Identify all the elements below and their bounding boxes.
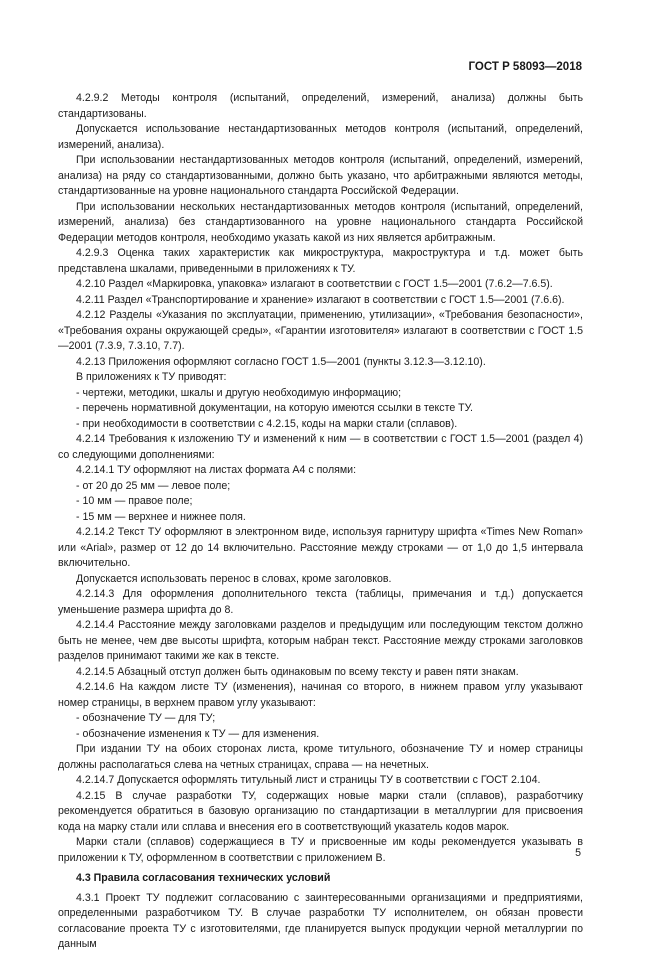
paragraph: - 10 мм — правое поле;	[76, 495, 193, 507]
paragraph: 4.2.9.2 Методы контроля (испытаний, определений, измерений, анализа) должны быть стандартизованы.	[58, 92, 583, 120]
paragraph: 4.2.14.4 Расстояние между заголовками разделов и предыдущим или последующим текстом должно быть не менее, чем две высоты шрифта, которым набран текст. Расстояние между строками заголовков разделов принимают такими же как в тексте.	[58, 619, 583, 662]
paragraph: 4.2.13 Приложения оформляют согласно ГОСТ 1.5—2001 (пункты 3.12.3—3.12.10).	[76, 355, 486, 368]
paragraph: 4.2.14.7 Допускается оформлять титульный лист и страницы ТУ в соответствии с ГОСТ 2.104.	[76, 774, 541, 786]
paragraph: 4.2.11 Раздел «Транспортирование и хранение» излагают в соответствии с ГОСТ 1.5—2001 (7.6.6).	[76, 293, 565, 306]
paragraph: При издании ТУ на обоих сторонах листа, кроме титульного, обозначение ТУ и номер страницы должны располагаться слева на четных страницах, справа — на нечетных.	[58, 743, 583, 771]
paragraph: - обозначение ТУ — для ТУ;	[76, 712, 216, 724]
paragraph: 4.2.9.3 Оценка таких характеристик как микроструктура, макроструктура и т.д. может быть представлена шкалами, приведенными в приложениях к ТУ.	[58, 247, 583, 275]
paragraph: 4.2.14.1 ТУ оформляют на листах формата А4 с полями:	[76, 464, 357, 476]
paragraph: - чертежи, методики, шкалы и другую необходимую информацию;	[76, 386, 402, 399]
paragraph: 4.2.15 В случае разработки ТУ, содержащих новые марки стали (сплавов), разработчику рекомендуется обратиться в базовую организацию по стандартизации в металлургии для присвоения кода на марку стали или сплава и внесения его в соответствующий указатель кодов марок.	[58, 789, 583, 833]
paragraph: - при необходимости в соответствии с 4.2.15, коды на марки стали (сплавов).	[76, 417, 458, 430]
paragraph: Марки стали (сплавов) содержащиеся в ТУ и присвоенные им коды рекомендуется указывать в приложении к ТУ, оформленном в соответствии с приложением В.	[58, 836, 583, 864]
paragraph: 4.2.14.3 Для оформления дополнительного текста (таблицы, примечания и т.д.) допускается уменьшение размера шрифта до 8.	[58, 588, 583, 616]
paragraph: Допускается использовать перенос в словах, кроме заголовков.	[76, 572, 392, 585]
section-heading: 4.3 Правила согласования технических условий	[76, 872, 331, 884]
paragraph: 4.2.14 Требования к изложению ТУ и изменений к ним — в соответствии с ГОСТ 1.5—2001 (раздел 4) со следующими дополнениями:	[58, 433, 583, 461]
paragraph: - от 20 до 25 мм — левое поле;	[76, 479, 231, 492]
paragraph: 4.2.12 Разделы «Указания по эксплуатации, применению, утилизации», «Требования безопасности», «Требования охраны окружающей среды», «Гарантии изготовителя» излагают в соответствии с ГОСТ 1.5—2001 (7.3.9, 7.3.10, 7.7).	[58, 309, 583, 352]
section-paragraph-list	[58, 891, 583, 953]
paragraph: 4.2.10 Раздел «Маркировка, упаковка» излагают в соответствии с ГОСТ 1.5—2001 (7.6.2—7.6.5).	[76, 278, 553, 290]
document-body	[58, 91, 583, 953]
paragraph-list	[58, 91, 583, 866]
paragraph: При использовании нестандартизованных методов контроля (испытаний, определений, измерений, анализа) на ряду со стандартизованными, должно быть указано, что арбитражными являются методы, стандартизованные на уровне национального стандарта Российской Федерации.	[58, 154, 583, 197]
paragraph: - обозначение изменения к ТУ — для изменения.	[76, 727, 320, 740]
paragraph: 4.2.14.5 Абзацный отступ должен быть одинаковым по всему тексту и равен пяти знакам.	[76, 665, 519, 678]
paragraph: 4.2.14.2 Текст ТУ оформляют в электронном виде, используя гарнитуру шрифта «Times New Roman» или «Arial», размер от 12 до 14 включительно. Расстояние между строками — от 1,0 до 1,5 интервала включительно.	[58, 526, 583, 569]
document-code: ГОСТ Р 58093—2018	[468, 61, 582, 73]
paragraph: - перечень нормативной документации, на которую имеются ссылки в тексте ТУ.	[76, 402, 473, 414]
paragraph: В приложениях к ТУ приводят:	[76, 371, 227, 383]
paragraph: При использовании нескольких нестандартизованных методов контроля (испытаний, определений, измерений, анализа) без стандартизованного на уровне национального стандарта Российской Федерации методов контроля, необходимо указать какой из них является арбитражным.	[58, 200, 583, 244]
paragraph: 4.3.1 Проект ТУ подлежит согласованию с заинтересованными организациями и предприятиями, определенными разработчиком ТУ. В случае разработки ТУ исполнителем, он обязан провести согласование проекта ТУ с изготовителями, где планируется выпуск продукции черной металлургии по данным	[58, 891, 583, 950]
paragraph: Допускается использование нестандартизованных методов контроля (испытаний, определений, измерений, анализа).	[58, 123, 583, 151]
paragraph: 4.2.14.6 На каждом листе ТУ (изменения), начиная со второго, в нижнем правом углу указывают номер страницы, в верхнем правом углу указывают:	[58, 681, 583, 709]
page-number: 5	[575, 847, 581, 859]
paragraph: - 15 мм — верхнее и нижнее поля.	[76, 510, 246, 523]
